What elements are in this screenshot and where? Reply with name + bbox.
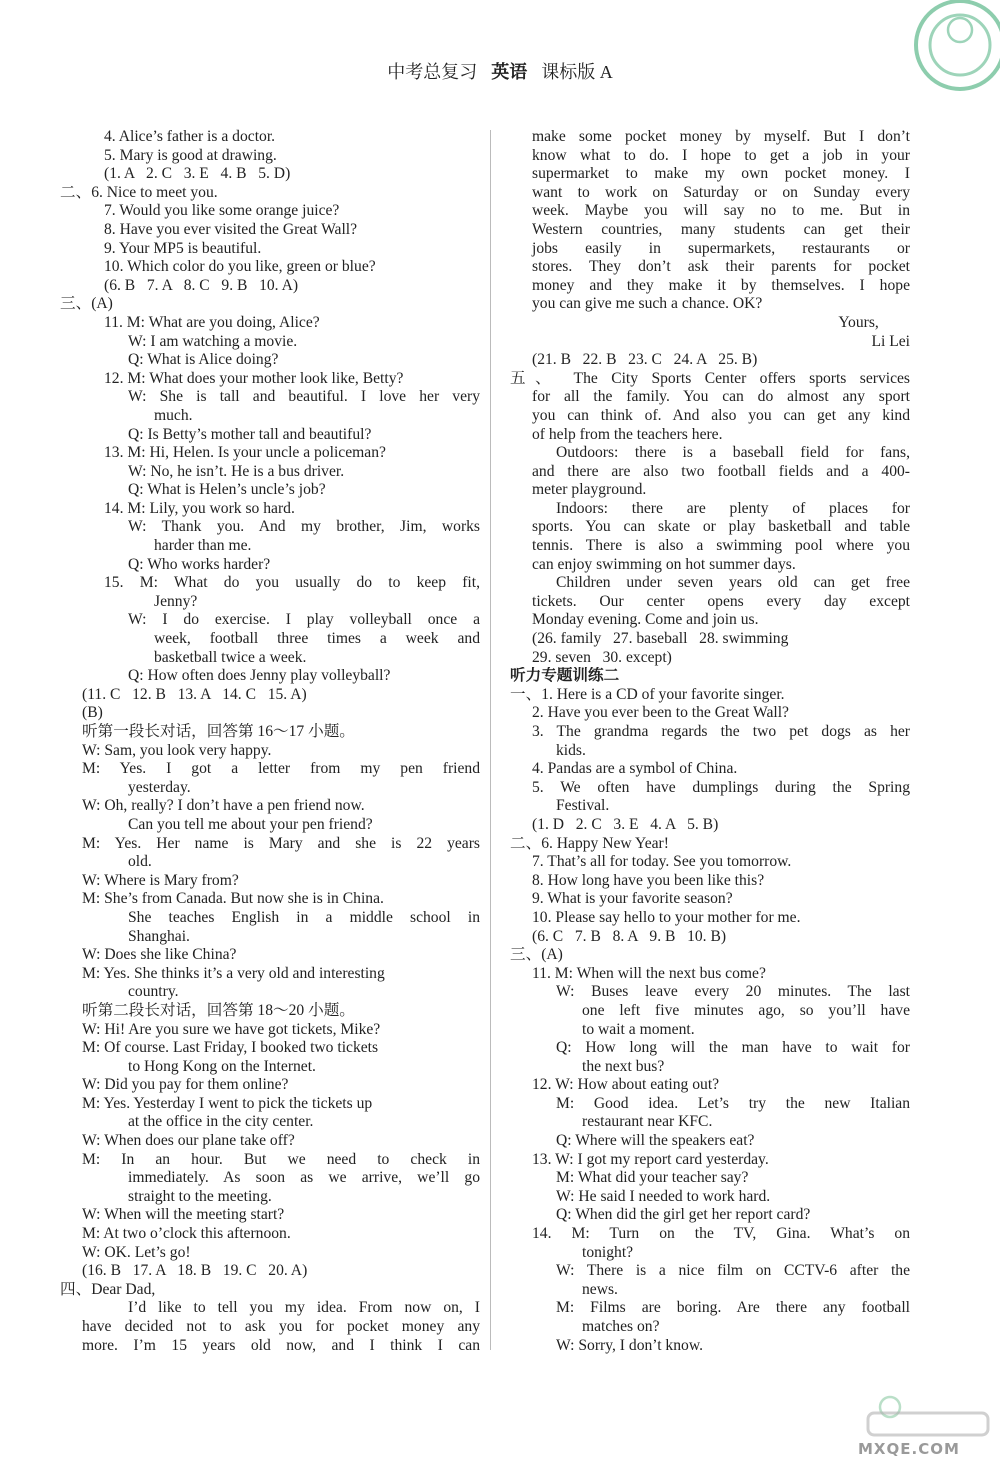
text-line: M: Yes. Her name is Mary and she is 22 years bbox=[82, 834, 480, 852]
text-line: stores. They don’t ask their parents for pocket bbox=[532, 258, 910, 276]
text-line: money and they make it by themselves. I hope bbox=[532, 276, 910, 294]
text-line: restaurant near KFC. bbox=[582, 1113, 713, 1131]
text-line: M: At two o’clock this afternoon. bbox=[82, 1225, 291, 1243]
text-line: W: When does our plane take off? bbox=[82, 1132, 295, 1150]
text-line: W: Thank you. And my brother, Jim, works bbox=[128, 518, 480, 536]
text-line: W: Where is Mary from? bbox=[82, 871, 239, 889]
text-line: the next bus? bbox=[582, 1057, 665, 1075]
text-line: yesterday. bbox=[128, 778, 191, 796]
text-line: (26. family 27. baseball 28. swimming bbox=[532, 630, 789, 648]
text-line: matches on? bbox=[582, 1318, 660, 1335]
text-line: (6. B 7. A 8. C 9. B 10. A) bbox=[104, 276, 299, 294]
text-line: W: Did you pay for them online? bbox=[82, 1076, 289, 1094]
text-line: 15. M: What do you usually do to keep fit, bbox=[104, 574, 480, 592]
text-line: Q: When did the girl get her report card? bbox=[556, 1206, 811, 1224]
text-line: tonight? bbox=[582, 1243, 634, 1261]
text-line: 14. M: Lily, you work so hard. bbox=[104, 499, 295, 517]
text-line: W: There is a nice film on CCTV-6 after the bbox=[556, 1262, 910, 1280]
text-line: 12. W: How about eating out? bbox=[532, 1076, 720, 1094]
text-line: 五、 The City Sports Center offers sports services bbox=[510, 369, 910, 387]
text-line: 12. M: What does your mother look like, Betty? bbox=[104, 369, 404, 387]
text-line: 一、1. Here is a CD of your favorite singer. bbox=[510, 685, 785, 703]
right-column bbox=[510, 128, 910, 1355]
text-line: M: What did your teacher say? bbox=[556, 1169, 749, 1187]
text-line: 四、Dear Dad, bbox=[60, 1280, 156, 1298]
text-line: 5. Mary is good at drawing. bbox=[104, 146, 277, 164]
text-line: (B) bbox=[82, 704, 103, 722]
text-line: tennis. There is also a swimming pool where you bbox=[532, 537, 910, 555]
text-line: W: I do exercise. I play volleyball once a bbox=[128, 611, 480, 629]
text-line: can enjoy swimming on hot summer days. bbox=[532, 555, 796, 573]
text-line: 8. How long have you been like this? bbox=[532, 871, 765, 889]
text-line: 9. What is your favorite season? bbox=[532, 890, 733, 908]
corner-seal bbox=[905, 0, 1000, 100]
text-line: 10. Please say hello to your mother for me. bbox=[532, 908, 801, 926]
text-line: 10. Which color do you like, green or blue? bbox=[104, 258, 376, 276]
text-line: Shanghai. bbox=[128, 927, 190, 945]
text-line: kids. bbox=[556, 741, 586, 759]
text-line: have decided not to ask you for pocket money any bbox=[82, 1318, 480, 1335]
text-line: Li Lei bbox=[871, 332, 910, 350]
text-line: Q: Who works harder? bbox=[128, 555, 271, 573]
text-line: week. Maybe you will say no to me. But in bbox=[532, 202, 910, 220]
text-line: W: She is tall and beautiful. I love her very bbox=[128, 388, 480, 406]
text-line: you can think of. And also you can get any kind bbox=[532, 406, 910, 424]
text-line: Can you tell me about your pen friend? bbox=[128, 815, 373, 833]
text-line: W: Hi! Are you sure we have got tickets, Mike? bbox=[82, 1020, 381, 1038]
text-line: W: No, he isn’t. He is a bus driver. bbox=[128, 462, 345, 480]
text-line: Monday evening. Come and join us. bbox=[532, 611, 759, 629]
text-line: 13. M: Hi, Helen. Is your uncle a policeman? bbox=[104, 444, 386, 462]
text-line: 4. Alice’s father is a doctor. bbox=[104, 128, 276, 145]
text-line: W: Does she like China? bbox=[82, 946, 237, 964]
text-line: 二、6. Nice to meet you. bbox=[60, 183, 218, 201]
text-line: W: I am watching a movie. bbox=[128, 332, 298, 350]
text-line: She teaches English in a middle school in bbox=[128, 908, 480, 926]
text-line: 3. The grandma regards the two pet dogs as her bbox=[532, 723, 910, 740]
text-line: tickets. Our center opens every day except bbox=[532, 592, 910, 610]
text-line: Jenny? bbox=[154, 592, 198, 610]
text-line: M: Yes. I got a letter from my pen friend bbox=[82, 760, 480, 778]
running-header bbox=[0, 58, 1000, 84]
text-line: 听第二段长对话，回答第 18～20 小题。 bbox=[82, 1001, 355, 1019]
text-line: M: Films are boring. Are there any football bbox=[556, 1299, 910, 1317]
text-line: 7. Would you like some orange juice? bbox=[104, 202, 340, 220]
header-series: 中考总复习 bbox=[387, 62, 478, 82]
text-line: (16. B 17. A 18. B 19. C 20. A) bbox=[82, 1262, 308, 1280]
text-line: and there are also two football fields and a 400- bbox=[532, 462, 910, 480]
text-line: I’d like to tell you my idea. From now on, I bbox=[128, 1299, 480, 1317]
text-line: (11. C 12. B 13. A 14. C 15. A) bbox=[82, 685, 307, 703]
text-line: news. bbox=[582, 1280, 618, 1298]
text-line: to wait a moment. bbox=[582, 1020, 695, 1038]
text-line: more. I’m 15 years old now, and I think I can bbox=[82, 1336, 480, 1354]
text-line: sports. You can skate or play basketball and table bbox=[532, 518, 910, 536]
text-line: you can give me such a chance. OK? bbox=[532, 295, 763, 313]
text-line: M: Yes. She thinks it’s a very old and interesting bbox=[82, 964, 385, 982]
text-line: M: Yes. Yesterday I went to pick the tickets up bbox=[82, 1094, 373, 1112]
text-line: much. bbox=[154, 406, 193, 424]
text-line: jobs easily in supermarkets, restaurants or bbox=[532, 239, 910, 257]
text-line: meter playground. bbox=[532, 481, 647, 499]
text-line: 5. We often have dumplings during the Spring bbox=[532, 778, 910, 796]
text-line: W: Oh, really? I don’t have a pen friend now. bbox=[82, 797, 365, 815]
text-line: 听力专题训练二 bbox=[510, 667, 620, 685]
text-line: (6. C 7. B 8. A 9. B 10. B) bbox=[532, 927, 727, 945]
header-edition: 课标版 A bbox=[541, 62, 613, 82]
text-line: straight to the meeting. bbox=[128, 1187, 272, 1205]
text-line: Yours, bbox=[838, 313, 910, 331]
text-line: W: Sam, you look very happy. bbox=[82, 741, 272, 759]
text-line: Outdoors: there is a baseball field for fans, bbox=[556, 444, 910, 462]
text-line: M: Good idea. Let’s try the new Italian bbox=[556, 1094, 910, 1112]
text-line: Western countries, many students can get their bbox=[532, 220, 910, 238]
text-line: week, football three times a week and bbox=[154, 630, 480, 648]
text-line: country. bbox=[128, 983, 179, 1001]
text-line: Children under seven years old can get free bbox=[556, 574, 910, 592]
text-line: 4. Pandas are a symbol of China. bbox=[532, 760, 738, 778]
text-line: 听第一段长对话，回答第 16～17 小题。 bbox=[82, 723, 355, 740]
text-line: Festival. bbox=[556, 797, 610, 815]
text-line: for all the family. You can do almost any sport bbox=[532, 388, 910, 406]
text-line: supermarket to make my own pocket money. I bbox=[532, 165, 910, 183]
text-line: W: OK. Let’s go! bbox=[82, 1243, 191, 1261]
text-line: at the office in the city center. bbox=[128, 1113, 314, 1131]
text-line: M: In an hour. But we need to check in bbox=[82, 1150, 480, 1168]
header-subject: 英语 bbox=[491, 62, 528, 82]
text-line: 2. Have you ever been to the Great Wall? bbox=[532, 704, 789, 722]
text-line: Q: What is Alice doing? bbox=[128, 351, 279, 369]
text-line: Indoors: there are plenty of places for bbox=[556, 499, 910, 517]
text-line: want to work on Saturday or on Sunday every bbox=[532, 183, 910, 201]
text-line: 14. M: Turn on the TV, Gina. What’s on bbox=[532, 1225, 910, 1243]
text-line: W: When will the meeting start? bbox=[82, 1206, 285, 1224]
text-line: Q: Where will the speakers eat? bbox=[556, 1132, 755, 1150]
text-line: 29. seven 30. except) bbox=[532, 648, 672, 666]
text-line: 二、6. Happy New Year! bbox=[510, 834, 669, 852]
text-line: 13. W: I got my report card yesterday. bbox=[532, 1150, 769, 1168]
text-line: 11. M: When will the next bus come? bbox=[532, 964, 766, 982]
text-line: (1. A 2. C 3. E 4. B 5. D) bbox=[104, 165, 291, 183]
text-line: 7. That’s all for today. See you tomorrow. bbox=[532, 853, 792, 871]
text-line: immediately. As soon as we arrive, we’ll go bbox=[128, 1169, 480, 1187]
text-line: one left five minutes ago, so you’ll have bbox=[582, 1001, 910, 1019]
text-line: W: Sorry, I don’t know. bbox=[556, 1336, 703, 1354]
text-line: harder than me. bbox=[154, 537, 252, 555]
text-line: 三、(A) bbox=[510, 946, 563, 964]
text-line: of help from the teachers here. bbox=[532, 425, 723, 443]
text-line: Q: What is Helen’s uncle’s job? bbox=[128, 481, 326, 499]
text-line: basketball twice a week. bbox=[154, 648, 307, 666]
text-line: (1. D 2. C 3. E 4. A 5. B) bbox=[532, 815, 719, 833]
watermark-site: MXQE.COM bbox=[858, 1440, 960, 1458]
text-line: 11. M: What are you doing, Alice? bbox=[104, 313, 320, 331]
text-line: Q: Is Betty’s mother tall and beautiful? bbox=[128, 425, 372, 443]
text-line: 8. Have you ever visited the Great Wall? bbox=[104, 220, 358, 238]
left-column bbox=[60, 128, 480, 1355]
text-line: (21. B 22. B 23. C 24. A 25. B) bbox=[532, 351, 758, 369]
column-divider bbox=[490, 130, 491, 1350]
text-line: 9. Your MP5 is beautiful. bbox=[104, 239, 262, 257]
text-line: to Hong Kong on the Internet. bbox=[128, 1057, 316, 1075]
text-line: M: Of course. Last Friday, I booked two tickets bbox=[82, 1039, 379, 1057]
text-line: W: Buses leave every 20 minutes. The last bbox=[556, 983, 910, 1001]
text-line: M: She’s from Canada. But now she is in China. bbox=[82, 890, 384, 908]
text-line: old. bbox=[128, 853, 152, 871]
text-line: Q: How long will the man have to wait for bbox=[556, 1039, 910, 1057]
text-line: Q: How often does Jenny play volleyball? bbox=[128, 667, 391, 685]
text-line: know what to do. I hope to get a job in your bbox=[532, 146, 910, 164]
text-line: 三、(A) bbox=[60, 295, 113, 313]
text-line: make some pocket money by myself. But I don’t bbox=[532, 128, 910, 145]
text-line: W: He said I needed to work hard. bbox=[556, 1187, 771, 1205]
